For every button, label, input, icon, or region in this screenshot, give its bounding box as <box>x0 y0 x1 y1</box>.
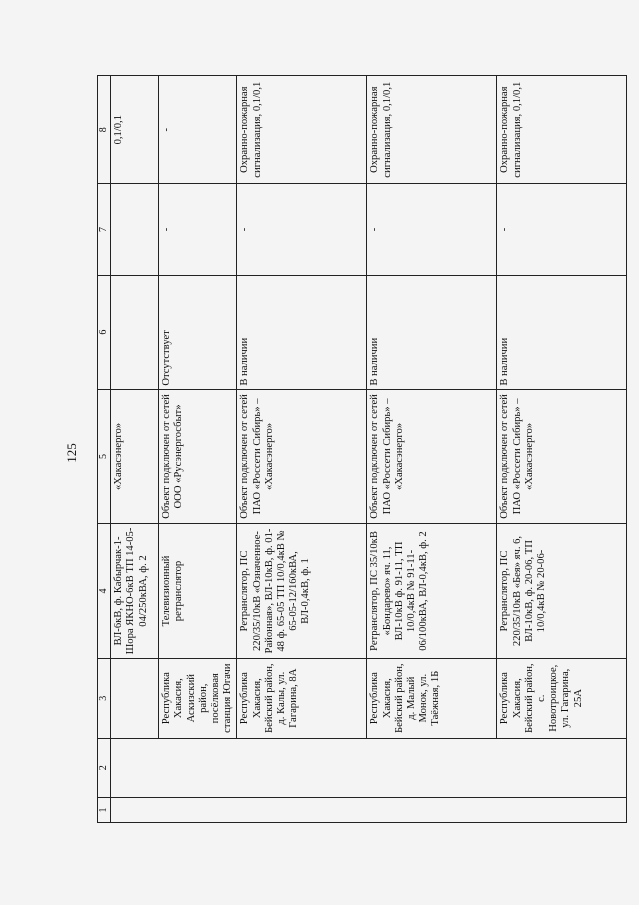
cell-power-source: Ретранслятор, ПС 35/10кВ «Бондарево» яч. 11, ВЛ-10кВ ф. 91-11, ТП 10/0,4кВ № 91-11-06/100кВА, ВЛ-0,4кВ, ф. 2 <box>367 524 497 659</box>
column-header: 1 <box>98 797 111 822</box>
column-header: 3 <box>98 658 111 738</box>
column-header: 7 <box>98 184 111 275</box>
cell-power-source: Ретранслятор, ПС 220/35/10кВ «Означенное-Районная», ВЛ-10кВ, ф. 01-48 ф. 65-05 ТП 10/0,4кВ № 65-05-12/160кВА, ВЛ-0,4кВ, ф. 1 <box>237 524 367 659</box>
cell-power-source: Ретранслятор, ПС 220/35/10кВ «Бея» яч. 6, ВЛ-10кВ, ф. 20-06, ТП 10/0,4кВ № 20-06- <box>497 524 627 659</box>
column-header: 8 <box>98 76 111 184</box>
cell-col7: - <box>497 184 627 275</box>
cell-availability: В наличии <box>237 275 367 389</box>
column-header: 2 <box>98 738 111 797</box>
column-header: 4 <box>98 524 111 659</box>
table-row <box>367 76 497 823</box>
cell-col7: - <box>367 184 497 275</box>
table-row <box>497 76 627 823</box>
table-row <box>159 76 237 823</box>
table-row <box>237 76 367 823</box>
cell-security: Охранно-пожарная сигнализация, 0,1/0,1 <box>237 76 367 184</box>
cell-security: Охранно-пожарная сигнализация, 0,1/0,1 <box>367 76 497 184</box>
header-row <box>98 76 111 823</box>
cell-address: Республика Хакасия, Бейский район, д. Калы, ул. Гагарина, 8А <box>237 658 367 738</box>
cell-availability <box>111 275 159 389</box>
cell-col2 <box>111 738 627 797</box>
cell-security: 0,1/0,1 <box>111 76 159 184</box>
cell-address <box>111 658 159 738</box>
column-header: 6 <box>98 275 111 389</box>
cell-security: - <box>159 76 237 184</box>
cell-address: Республика Хакасия, Бейский район, с. Новотроицкое, ул. Гагарина, 25А <box>497 658 627 738</box>
data-table <box>97 75 627 823</box>
cell-col7: - <box>159 184 237 275</box>
cell-connection: «Хакасэнерго» <box>111 389 159 524</box>
cell-availability: В наличии <box>367 275 497 389</box>
cell-connection: Объект подключен от сетей ПАО «Россети Сибирь» – «Хакасэнерго» <box>497 389 627 524</box>
cell-connection: Объект подключен от сетей ПАО «Россети Сибирь» – «Хакасэнерго» <box>367 389 497 524</box>
cell-col1 <box>111 797 627 822</box>
cell-address: Республика Хакасия, Аскизский район, посёлковая станция Югачи <box>159 658 237 738</box>
cell-col7: - <box>237 184 367 275</box>
cell-power-source: ВЛ-6кВ, ф. Кабырчак-1-Шора ЯКНО-6кВ ТП 14-05-04/250кВА, ф. 2 <box>111 524 159 659</box>
cell-connection: Объект подключен от сетей ПАО «Россети Сибирь» – «Хакасэнерго» <box>237 389 367 524</box>
column-header: 5 <box>98 389 111 524</box>
cell-availability: Отсутствует <box>159 275 237 389</box>
cell-power-source: Телевизионный ретранслятор <box>159 524 237 659</box>
cell-address: Республика Хакасия, Бейский район, д. Малый Монок, ул. Таёжная, 1Б <box>367 658 497 738</box>
table-container <box>97 75 617 823</box>
cell-security: Охранно-пожарная сигнализация, 0,1/0,1 <box>497 76 627 184</box>
cell-availability: В наличии <box>497 275 627 389</box>
table-row <box>111 76 159 823</box>
page-number: 125 <box>64 443 79 463</box>
cell-col7 <box>111 184 159 275</box>
cell-connection: Объект подключен от сетей ООО «Русэнергосбыт» <box>159 389 237 524</box>
